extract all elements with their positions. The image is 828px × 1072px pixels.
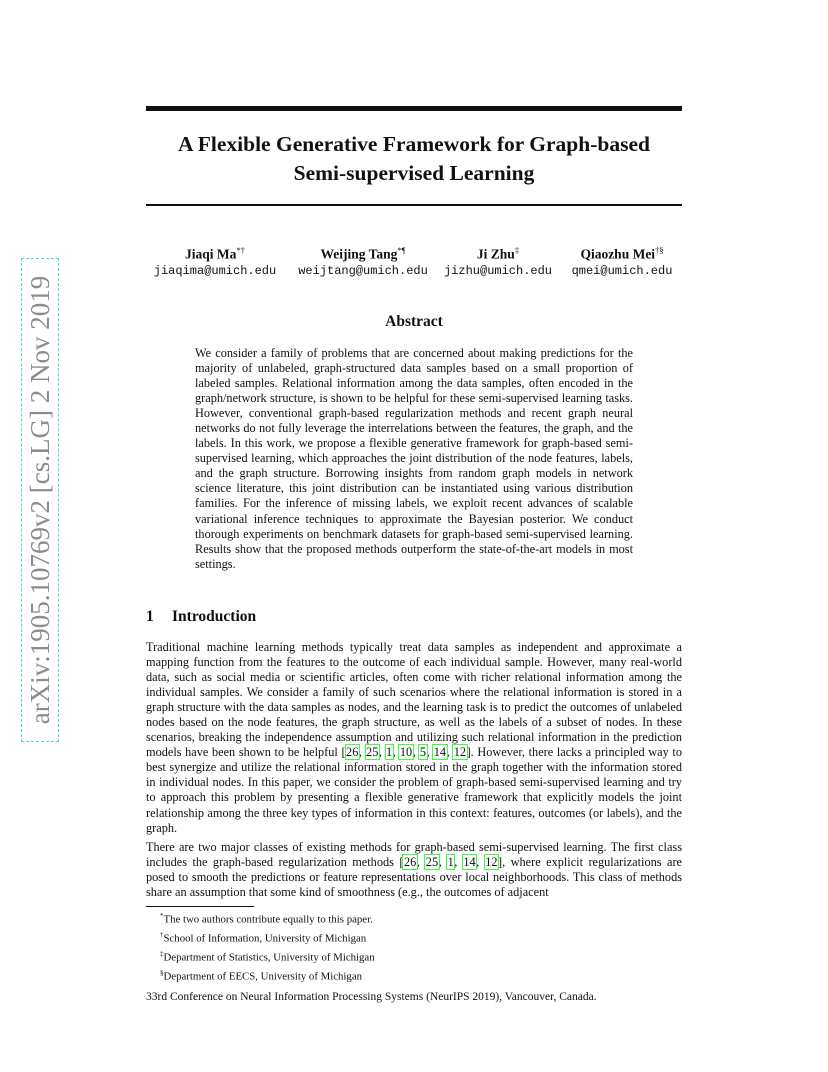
footnote-text: Department of Statistics, University of Michigan (163, 951, 375, 964)
footnote-mark: § (160, 969, 164, 978)
title-line-1: A Flexible Generative Framework for Graph-based (178, 132, 650, 156)
citation-link[interactable]: 26 (346, 745, 359, 760)
citation-link[interactable]: 10 (399, 745, 413, 760)
citation-link[interactable]: 25 (425, 855, 439, 870)
abstract-text: We consider a family of problems that are concerned about making predictions for the majority of unlabeled, graph-structured data samples based on a small proportion of labeled samples. Relational information among the data samples, often encoded in the graph/network structure, is shown to be helpful for these semi-supervised learning tasks. However, conventional graph-based regularization methods and recent graph neural networks do not fully leverage the interrelations between the features, the graph, and the labels. In this work, we propose a flexible generative framework for graph-based semi-supervised learning, which approaches the joint distribution of the node features, labels, and the graph structure. Borrowing insights from random graph models in network science literature, this joint distribution can be instantiated using various distribution families. For the inference of missing labels, we exploit recent advances of scalable variational inference techniques to approximate the Bayesian posterior. We conduct thorough experiments on benchmark datasets for graph-based semi-supervised learning. Results show that the proposed methods outperform the state-of-the-art models in most settings. (195, 346, 633, 571)
citation-link[interactable]: 12 (453, 745, 467, 760)
author-email[interactable]: jizhu@umich.edu (443, 263, 553, 278)
author-marks: *† (236, 245, 245, 255)
author-3 (438, 242, 558, 279)
paragraph-text: ]. However, there lacks a principled way to best synergize and utilize the relational information stored in the graph together with the information stored in individual nodes. In this paper, we consider the problem of graph-based semi-supervised learning and try to approach this problem by presenting a flexible generative framework that explicitly models the joint relationship among the three key types of information in this context: features, outcomes (or labels), and the graph. (146, 745, 682, 835)
author-2 (296, 242, 430, 279)
citation-link[interactable]: 12 (485, 855, 498, 870)
citation-link[interactable]: 5 (419, 745, 427, 760)
author-name: Ji Zhu (476, 246, 515, 262)
title-top-rule (146, 106, 682, 111)
citation-link[interactable]: 25 (366, 745, 379, 760)
footnote-mark: † (160, 931, 164, 940)
footnote (160, 909, 680, 928)
footnote-text: School of Information, University of Michigan (163, 932, 367, 945)
author-email[interactable]: jiaqima@umich.edu (153, 263, 277, 278)
footnote-mark: ‡ (160, 950, 164, 959)
citation-link[interactable]: 1 (386, 745, 393, 760)
footnote-text: The two authors contribute equally to this paper. (163, 913, 373, 926)
footnote-rule (146, 906, 254, 907)
citation-link[interactable]: 26 (403, 855, 417, 870)
author-marks: †§ (655, 245, 664, 255)
author-4 (566, 242, 678, 279)
footnote (160, 947, 680, 966)
paragraph-text: Traditional machine learning methods typically treat data samples as independent and approximate a mapping function from the features to the outcome of each individual sample. However, many real-world data, such as social media or scientific articles, often come with richer relational information among the individual samples. We consider a family of such scenarios where the relational information is stored in a graph structure with the data samples as nodes, and the learning task is to predict the outcomes of unlabeled nodes based on the node features, the graph structure, as well as the labels of a subset of nodes. In these scenarios, breaking the independence assumption and utilizing such relational information in the prediction models have been shown to be helpful [ (146, 640, 682, 760)
author-name: Qiaozhu Mei (580, 246, 656, 262)
title-bottom-rule (146, 204, 682, 206)
arxiv-stamp-link[interactable]: arXiv:1905.10769v2 [cs.LG] 2 Nov 2019 (23, 260, 57, 740)
footnote (160, 928, 680, 947)
author-name: Jiaqi Ma (185, 246, 237, 262)
citation-link[interactable]: 14 (433, 745, 447, 760)
footnote-text: Department of EECS, University of Michigan (163, 970, 363, 983)
author-marks: *¶ (397, 245, 406, 255)
intro-paragraph-2: There are two major classes of existing methods for graph-based semi-supervised learning. The first class includes the graph-based regularization methods [26, 25, 1, 14, 12], where explicit regularizations are posed to smooth the predictions or feature representations over local neighborhoods. This class of methods share an assumption that some kind of smoothness (e.g., the outcomes of adjacent (146, 840, 682, 900)
intro-paragraph-1: Traditional machine learning methods typically treat data samples as independent and approximate a mapping function from the features to the outcome of each individual sample. However, many real-world data, such as social media or scientific articles, often come with richer relational information among the individual samples. We consider a family of such scenarios where the relational information is stored in a graph structure with the data samples as nodes, and the learning task is to predict the outcomes of unlabeled nodes based on the node features, the graph structure, as well as the labels of a subset of nodes. In these scenarios, breaking the independence assumption and utilizing such relational information in the prediction models have been shown to be helpful [26, 25, 1, 10, 5, 14, 12]. However, there lacks a principled way to best synergize and utilize the relational information stored in the graph together with the information stored in individual nodes. In this paper, we consider the problem of graph-based semi-supervised learning and try to approach this problem by presenting a flexible generative framework that explicitly models the joint relationship among the three key types of information in this context: features, outcomes (or labels), and the graph. (146, 640, 682, 835)
conference-note: 33rd Conference on Neural Information Processing Systems (NeurIPS 2019), Vancouver, Canada. (146, 991, 597, 1003)
section-title: Introduction (172, 608, 257, 625)
citation-link[interactable]: 1 (447, 855, 454, 870)
section-heading (146, 607, 256, 627)
author-1 (150, 242, 280, 279)
title-line-2: Semi-supervised Learning (293, 161, 535, 185)
author-email[interactable]: weijtang@umich.edu (298, 263, 428, 278)
footnote (160, 966, 680, 985)
abstract-heading: Abstract (385, 313, 443, 330)
paragraph-text: There are two major classes of existing methods for graph-based semi-supervised learning. The first class includes the graph-based regularization methods [ (146, 840, 682, 870)
author-marks: ‡ (514, 245, 520, 255)
author-name: Weijing Tang (320, 246, 398, 262)
footnotes (160, 909, 680, 985)
paragraph-text: ], where explicit regularizations are posed to smooth the predictions or feature representations over local neighborhoods. This class of methods share an assumption that some kind of smoothness (e.g., the outcomes of adjacent (146, 855, 682, 900)
author-email[interactable]: qmei@umich.edu (571, 263, 673, 278)
footnote-mark: * (160, 912, 164, 920)
section-number: 1 (146, 608, 154, 625)
citation-link[interactable]: 14 (463, 855, 476, 870)
paper-title (146, 130, 682, 188)
